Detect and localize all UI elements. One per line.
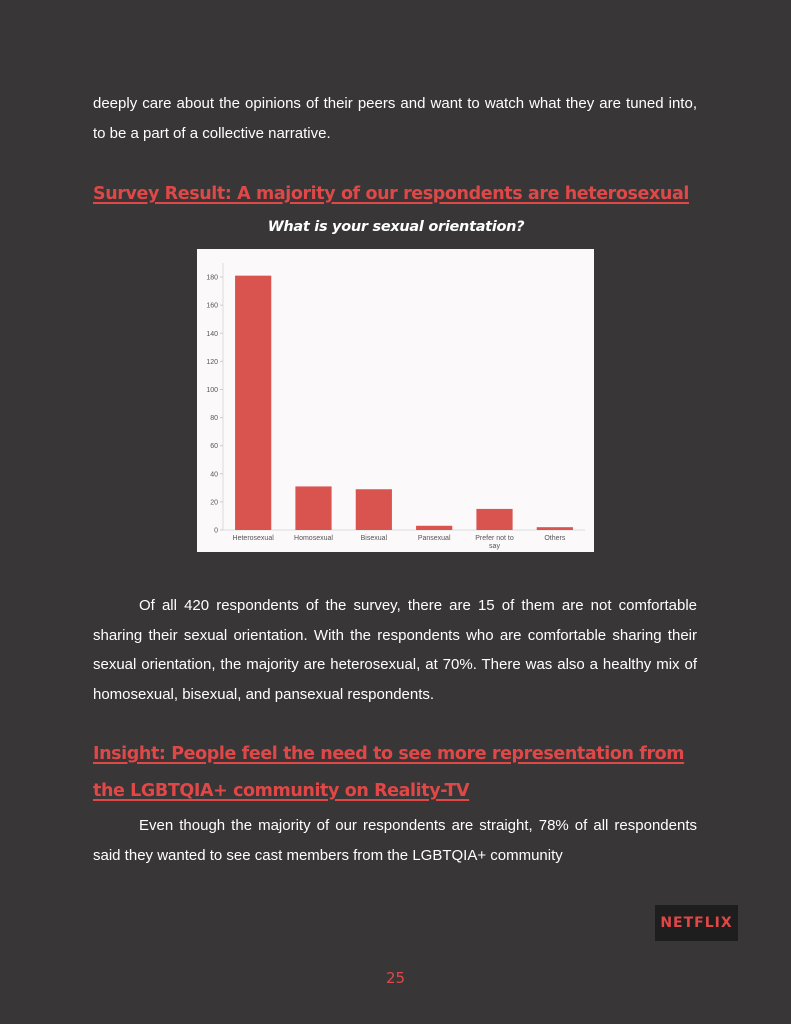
netflix-logo [655,905,738,941]
y-tick-label: 140 [206,330,218,338]
bar-chart-svg [197,249,594,552]
bar-bisexual [356,489,392,530]
y-tick-label: 40 [210,471,218,479]
insight-heading: Insight: People feel the need to see more representation from the LGBTQIA+ community on Reality-TV [93,744,685,801]
results-paragraph: Of all 420 respondents of the survey, there are 15 of them are not comfortable sharing their sexual orientation. With the respondents who are comfortable sharing their sexual orientation, the majority are heterosexual, at 70%. There was also a healthy mix of homosexual, bisexual, and pansexual respondents. [93,597,697,703]
y-tick-label: 120 [206,358,218,366]
bar-pansexual [416,526,452,530]
page-number: 25 [385,969,406,987]
y-tick-label: 160 [206,302,218,310]
y-tick-label: 0 [214,527,218,535]
section-heading: Survey Result: A majority of our respondents are heterosexual [93,184,689,204]
intro-paragraph: deeply care about the opinions of their peers and want to watch what they are tuned into, to be a part of a collective narrative. [93,95,697,142]
y-tick-label: 80 [210,415,218,423]
bar-prefer-not-to-say [476,509,512,530]
x-axis-labels [233,535,566,550]
y-tick-label: 180 [206,274,218,282]
y-axis-ticks [206,275,223,535]
x-tick-label: Others [544,535,566,542]
netflix-logo-text: NETFLIX [660,915,733,931]
y-tick-label: 60 [210,443,218,451]
x-tick-label: Homosexual [294,535,333,542]
x-tick-label: Pansexual [417,535,451,542]
bar-chart [197,249,594,552]
x-tick-label: Bisexual [360,535,388,542]
y-tick-label: 100 [206,386,218,394]
chart-question: What is your sexual orientation? [267,219,525,235]
x-tick-label: Heterosexual [232,535,274,542]
bar-homosexual [295,486,331,530]
insight-paragraph: Even though the majority of our respondents are straight, 78% of all respondents said they wanted to see cast members from the LGBTQIA+ community [93,817,697,864]
bar-heterosexual [235,276,271,530]
bar-others [537,527,573,530]
bars-group [235,276,573,530]
y-tick-label: 20 [210,499,218,507]
x-tick-label: Prefer not to say [475,535,514,550]
